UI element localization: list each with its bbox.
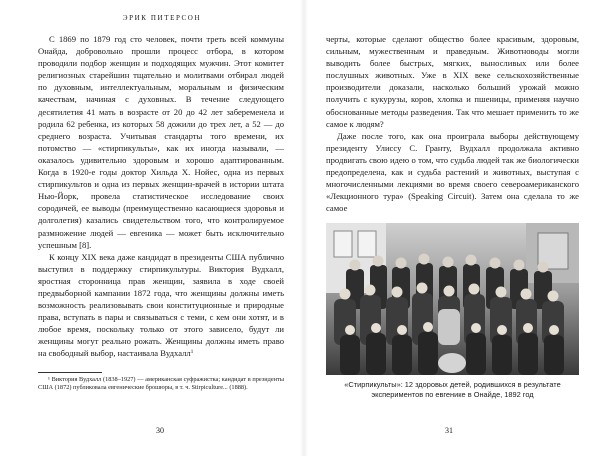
footnote-marker: 1 bbox=[190, 349, 194, 356]
page-number: 31 bbox=[445, 426, 453, 435]
group-photo bbox=[326, 223, 579, 375]
right-body-text bbox=[326, 33, 579, 214]
running-head: ЭРИК ПИТЕРСОН bbox=[122, 14, 202, 22]
page-number: 30 bbox=[156, 426, 164, 435]
footnote: ¹ Виктория Вудхалл (1838–1927) — американская суфражистка; кандидат в президенты США (1872) публиковала евгенические брошюры, в т. ч. Stirpiculture... (1888). bbox=[38, 376, 284, 392]
left-body-text bbox=[38, 33, 284, 360]
paragraph: С 1869 по 1879 год сто человек, почти треть всей коммуны Онайда, добровольно прошли процесс отбора, в котором проводили подбор женщин и подходящих мужчин. Этот комитет религиозных старейшин тщательно и молитвами отбирал людей по духовным, интеллектуальным, моральным и физическим качествам, начиная с духовных. В течение следующего десятилетия 41 мать в возрасте от 20 до 42 лет забеременела и родила 62 ребенка, из которых 58 дожили до трех лет, а 52 — до среднего возраста. Учитывая стандарты того времени, их потомство — «стирпикульты», как их иногда называли, — оказалось удивительно здоровым и хорошо адаптированным. Когда в 1920-е годы доктор Хильда Х. Нойес, одна из первых стирпикультов и одна из первых женщин-врачей в истории штата Нью-Йорк, провела статистическое исследование своих сородичей, ее выводы (преимущественно касающиеся здоровья и долголетия) казались свидетельством того, что контролируемое размножение людей — евгеника — может быть исключительно успешным [8]. bbox=[38, 34, 284, 250]
footnote-divider bbox=[38, 372, 102, 373]
photo-caption: «Стирпикульты»: 12 здоровых детей, родившихся в результате экспериментов по евгенике в Онайде, 1892 год bbox=[344, 380, 561, 399]
paragraph: черты, которые сделают общество более красивым, здоровым, сильным, мужественным и праведным. Животноводы могли выводить более быстрых, мягких, выносливых или более послушных животных. Уже в XIX веке сельскохозяйственные производители доказали, насколько больший урожай можно получить с кукурузы, коров, хлопка и пшеницы, применяя научно обоснованные методы разведения. Так что мешает применить то же самое к людям? bbox=[326, 34, 579, 129]
right-page bbox=[304, 0, 608, 456]
paragraph bbox=[38, 251, 284, 360]
paragraph-text: К концу XIX века даже кандидат в президенты США публично выступил в поддержку стирпикультуры. Виктория Вудхалл, яростная сторонница прав женщин, заявила в ходе своей предвыборной кампании 1872 года, что женщины должны иметь возможность реализовывать свои конституционные и природные права, вступать в пары и связываться с теми, с кем они хотят, и в любое время, поскольку только от этого зависело, будут ли женщины могут реально рожать. Женщины должны иметь право на свободный выбор, настаивала Вудхалл bbox=[38, 251, 284, 359]
paragraph: Даже после того, как она проиграла выборы действующему президенту Улиссу С. Гранту, Вудхалл продолжала активно продвигать свою идею о том, что судьба людей так же биологически предопределена, как и судьба растений и животных, выступая с многочисленными лекциями во время своего североамериканского «Лекционного тура» (Speaking Circuit). Затем она сделала то же самое bbox=[326, 130, 579, 214]
group-photo-illustration bbox=[326, 223, 579, 375]
